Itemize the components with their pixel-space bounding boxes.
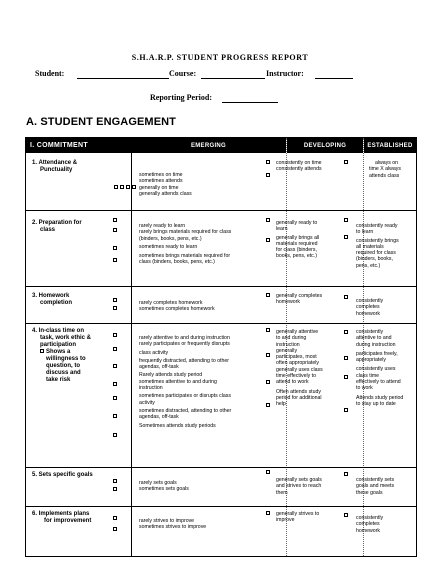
row3-established-checkbox[interactable] (344, 295, 348, 299)
row-divider (26, 210, 416, 211)
row2-emerging-checkbox[interactable] (113, 246, 117, 250)
course-field[interactable] (201, 78, 265, 79)
row4-established-checkbox[interactable] (344, 356, 348, 360)
row4-emerging-checkbox[interactable] (113, 364, 117, 368)
row1-label: 1. Attendance & Punctuality (32, 160, 78, 173)
row1-established-text: always on time X always attends class (369, 160, 401, 179)
row2-developing-checkbox[interactable] (266, 238, 270, 242)
student-info-line (35, 69, 415, 81)
row4-developing-text: generally attentive to and during instruction generally participates, most often appropriately generally uses class time effectively to attend to work Often attends study period for additional help (276, 329, 323, 408)
row-divider (26, 467, 416, 468)
instructor-label: Instructor: (266, 69, 304, 78)
engagement-table (25, 137, 417, 557)
row3-established-text: consistently completes homework (356, 298, 384, 317)
student-field[interactable] (77, 78, 169, 79)
row2-established-checkbox[interactable] (344, 235, 348, 239)
row6-label: 6. Implements plans for improvement (32, 511, 92, 524)
reporting-period-label: Reporting Period: (150, 93, 212, 102)
student-label: Student: (35, 69, 65, 78)
row4-emerging-checkbox[interactable] (113, 382, 117, 386)
row4-established-checkbox[interactable] (344, 408, 348, 412)
row6-emerging-checkbox[interactable] (113, 527, 117, 531)
row6-developing-text: generally strives to improve (276, 511, 320, 524)
row3-emerging-text: rarely completes homework sometimes completes homework (139, 300, 215, 313)
row1-emerging-checkboxes[interactable] (114, 184, 138, 190)
row2-established-checkbox[interactable] (344, 218, 348, 222)
row4-established-checkbox[interactable] (344, 330, 348, 334)
row4-emerging-checkbox[interactable] (113, 433, 117, 437)
row6-developing-checkbox[interactable] (266, 511, 270, 515)
row3-label: 3. Homework completion (32, 293, 73, 306)
row6-emerging-text: rarely strives to improve sometimes strives to improve (139, 518, 207, 531)
row5-established-text: consistently sets goals and meets these goals (356, 477, 395, 496)
row2-developing-checkbox[interactable] (266, 218, 270, 222)
row-divider (26, 323, 416, 324)
row4-developing-checkbox[interactable] (266, 403, 270, 407)
row2-label: 2. Preparation for class (32, 220, 82, 233)
row5-label: 5. Sets specific goals (32, 472, 93, 478)
row4-emerging-checkbox[interactable] (113, 396, 117, 400)
row-divider (26, 506, 416, 507)
row-divider (26, 286, 416, 287)
row4-established-checkbox[interactable] (344, 375, 348, 379)
row6-emerging-checkbox[interactable] (113, 516, 117, 520)
col-divider (131, 138, 132, 556)
row4-label: 4. In-class time on task, work ethic & participation Shows a willingness to question, to discuss and take risk (32, 328, 92, 383)
row4-developing-checkbox[interactable] (266, 353, 270, 357)
row2-developing-text: generally ready to learn generally brings all materials required for class (binders, books, pens, etc.) (276, 220, 320, 260)
row2-emerging-checkbox[interactable] (113, 218, 117, 222)
row5-developing-checkbox[interactable] (266, 470, 270, 474)
row5-emerging-text: rarely sets goals sometimes sets goals (139, 480, 189, 493)
row2-emerging-text: rarely ready to learn rarely brings materials required for class (binders, books, pens, etc.) sometimes ready to learn sometimes brings materials required for class (binders, books, pens, etc.) (139, 223, 232, 266)
row5-established-checkbox[interactable] (344, 472, 348, 476)
row1-established-checkbox[interactable] (344, 160, 348, 164)
row6-established-text: consistently completes homework (356, 515, 384, 534)
reporting-period-field[interactable] (222, 102, 278, 103)
col-header-emerging: EMERGING (131, 138, 286, 153)
row4-emerging-text: rarely attentive to and during instruction rarely participates or frequently disrupts class activity frequently distracted, attending to other agendas, off-task Rarely attends study period sometimes attentive to and during instruction sometimes participates or disrupts class activity sometimes distracted, attending to other agendas, off-task Sometimes attends study periods (139, 335, 232, 429)
instructor-field[interactable] (315, 78, 353, 79)
row1-emerging-text: sometimes on time sometimes attends generally on time generally attends class (139, 172, 192, 197)
report-title: S.H.A.R.P. STUDENT PROGRESS REPORT (131, 53, 309, 62)
row1-developing-checkbox[interactable] (266, 160, 270, 164)
course-label: Course: (169, 69, 197, 78)
col-header-commitment: I. COMMITMENT (26, 138, 131, 153)
row4-emerging-checkbox[interactable] (113, 333, 117, 337)
row2-emerging-checkbox[interactable] (113, 228, 117, 232)
row1-developing-text: consistently on time consistently attends (276, 160, 322, 173)
row5-developing-text: generally sets goals and strives to reach them (276, 477, 322, 496)
row4-developing-checkbox[interactable] (266, 328, 270, 332)
row6-established-checkbox[interactable] (344, 513, 348, 517)
row3-developing-text: generally completes homework (276, 293, 323, 306)
row2-emerging-checkbox[interactable] (113, 258, 117, 262)
row2-established-text: consistently ready to learn consistently brings all materials required for class (binders, books, pens, etc.) (356, 223, 399, 269)
row3-developing-checkbox[interactable] (266, 293, 270, 297)
col-header-developing: DEVELOPING (287, 138, 363, 153)
row4-developing-checkbox[interactable] (266, 380, 270, 384)
row4-established-text: consistently attentive to and during instruction participates freely, appropriately consistently uses class time effectively to attend to work Attends study period to stay up to date (356, 329, 404, 407)
row3-emerging-checkbox[interactable] (113, 298, 117, 302)
row5-emerging-checkbox[interactable] (113, 479, 117, 483)
col-header-established: ESTABLISHED (364, 138, 416, 153)
row4-emerging-checkbox[interactable] (113, 347, 117, 351)
row4-emerging-checkbox[interactable] (113, 414, 117, 418)
row3-emerging-checkbox[interactable] (113, 306, 117, 310)
row5-emerging-checkbox[interactable] (113, 487, 117, 491)
row1-developing-checkbox[interactable] (266, 173, 270, 177)
section-title: A. STUDENT ENGAGEMENT (26, 116, 176, 128)
